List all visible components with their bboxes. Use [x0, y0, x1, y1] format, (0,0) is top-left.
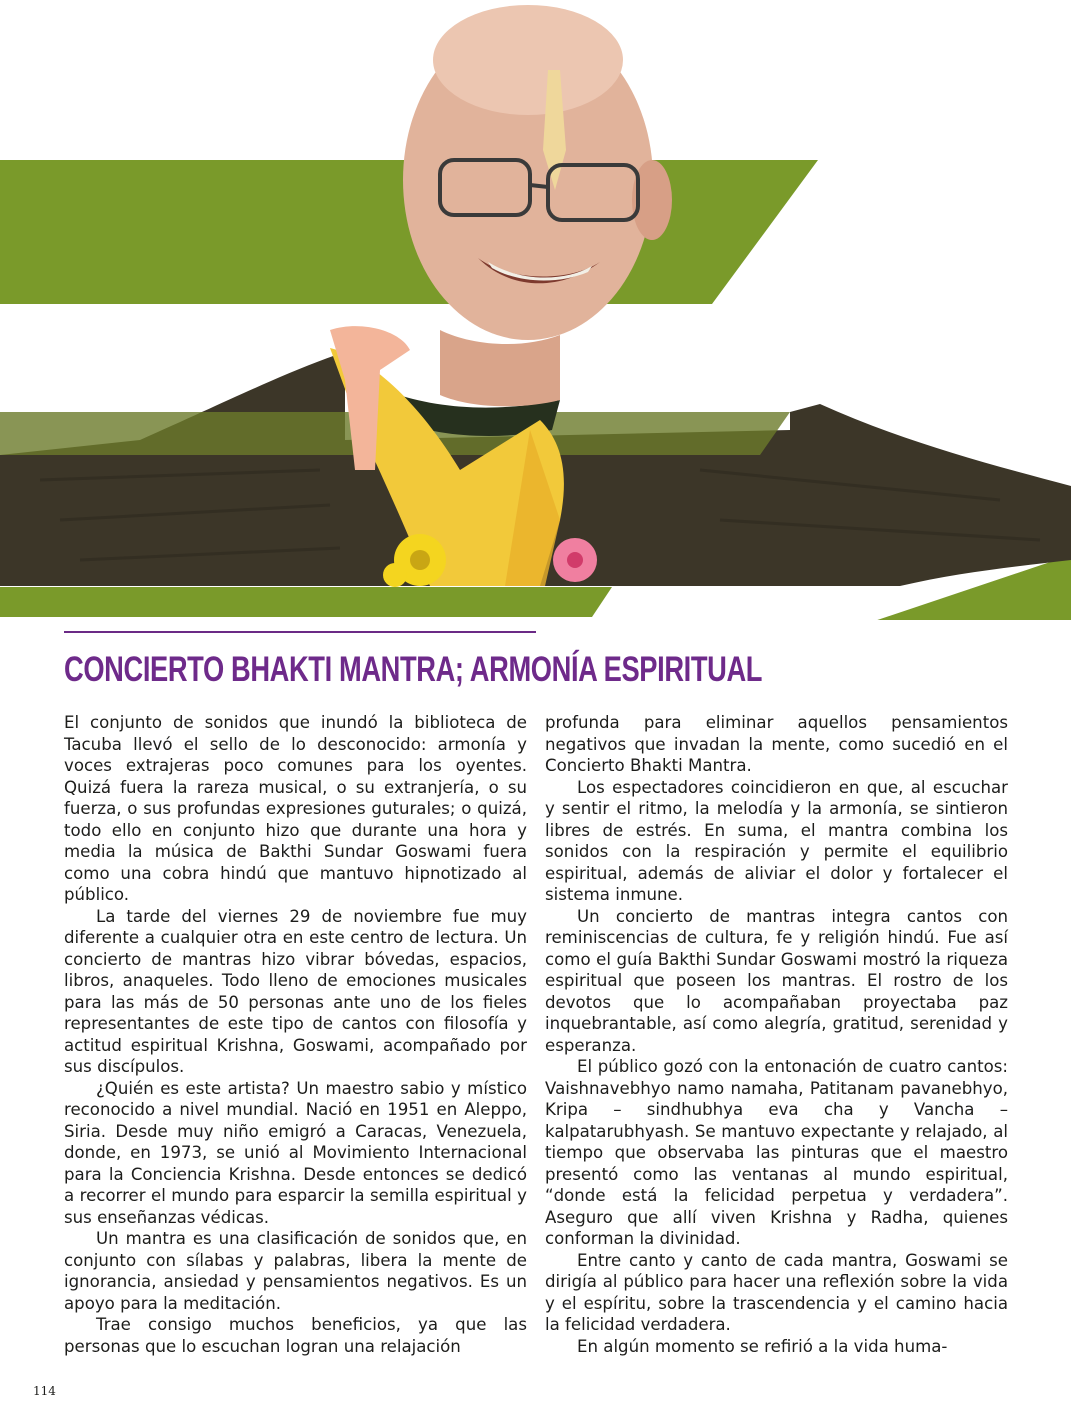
article-title: CONCIERTO BHAKTI MANTRA; ARMONÍA ESPIRITUAL	[64, 650, 763, 689]
paragraph: Los espectadores coincidieron en que, al escuchar y sentir el ritmo, la melodía y la armonía, se sintieron libres de estrés. En suma, el mantra combina los sonidos con la respiración y permite el equilibrio espiritual, además de aliviar el dolor y fortalecer el sistema inmune.	[545, 777, 1008, 904]
paragraph: En algún momento se refirió a la vida huma-	[577, 1336, 948, 1356]
paragraph: Un mantra es una clasificación de sonidos que, en conjunto con sílabas y palabras, libera la mente de ignorancia, ansiedad y pensamientos negativos. Es un apoyo para la meditación.	[64, 1229, 527, 1313]
green-band-bottom	[0, 587, 612, 617]
paragraph: ¿Quién es este artista? Un maestro sabio y místico reconocido a nivel mundial. Nació en 1951 en Aleppo, Siria. Desde muy niño emigró a Caracas, Venezuela, donde, en 1973, se unió al Movimiento Internacional para la Conciencia Krishna. Desde entonces se dedicó a recorrer el mundo para esparcir la semilla espiritual y sus enseñanzas védicas.	[64, 1078, 527, 1227]
paragraph: El conjunto de sonidos que inundó la biblioteca de Tacuba llevó el sello de lo desconocido: armonía y voces extrajeras poco comunes para los oyentes. Quizá fuera la rareza musical, o su extranjería, o su fuerza, o sus profundas expresiones guturales; o quizá, todo ello en conjunto hizo que durante una hora y media la música de Bakthi Sundar Goswami fuera como una cobra hindú que mantuvo hipnotizado al público.	[64, 713, 527, 904]
paragraph: profunda para eliminar aquellos pensamientos negativos que invadan la mente, como sucedió en el Concierto Bhakti Mantra.	[545, 713, 1008, 775]
paragraph: Entre canto y canto de cada mantra, Goswami se dirigía al público para hacer una reflexión sobre la vida y el espíritu, sobre la trascendencia y el camino hacia la felicidad verdadera.	[545, 1250, 1008, 1334]
left-column	[64, 712, 527, 1357]
hero-photo	[0, 0, 1071, 620]
paragraph: La tarde del viernes 29 de noviembre fue muy diferente a cualquier otra en este centro de lectura. Un concierto de mantras hizo vibrar bóvedas, espacios, libros, anaqueles. Todo lleno de emociones musicales para las más de 50 personas ante uno de los fieles representantes de este tipo de cantos con filosofía y actitud espiritual Krishna, Goswami, acompañado por sus discípulos.	[64, 906, 527, 1076]
right-column	[545, 712, 1008, 1357]
paragraph: Trae consigo muchos beneficios, ya que las personas que lo escuchan logran una relajación	[64, 1315, 527, 1356]
paragraph: Un concierto de mantras integra cantos con reminiscencias de cultura, fe y religión hindú. Fue así como el guía Bakthi Sundar Goswami mostró la riqueza espiritual que poseen los mantras. El rostro de los devotos que lo acompañaban proyectaba paz inquebrantable, así como alegría, gratitud, serenidad y esperanza.	[545, 906, 1008, 1055]
page-number: 114	[33, 1384, 56, 1398]
paragraph: El público gozó con la entonación de cuatro cantos: Vaishnavebhyo namo namaha, Patitanam pavanebhyo, Kripa – sindhubhya eva cha y Vancha – kalpatarubhyash. Se mantuvo expectante y relajado, al tiempo que observaba las pinturas que el maestro presentó como las ventanas al mundo espiritual, “donde está la felicidad perpetua y verdadera”. Aseguro que allí viven Krishna y Radha, quienes conforman la divinidad.	[545, 1057, 1008, 1248]
title-rule	[64, 631, 536, 633]
